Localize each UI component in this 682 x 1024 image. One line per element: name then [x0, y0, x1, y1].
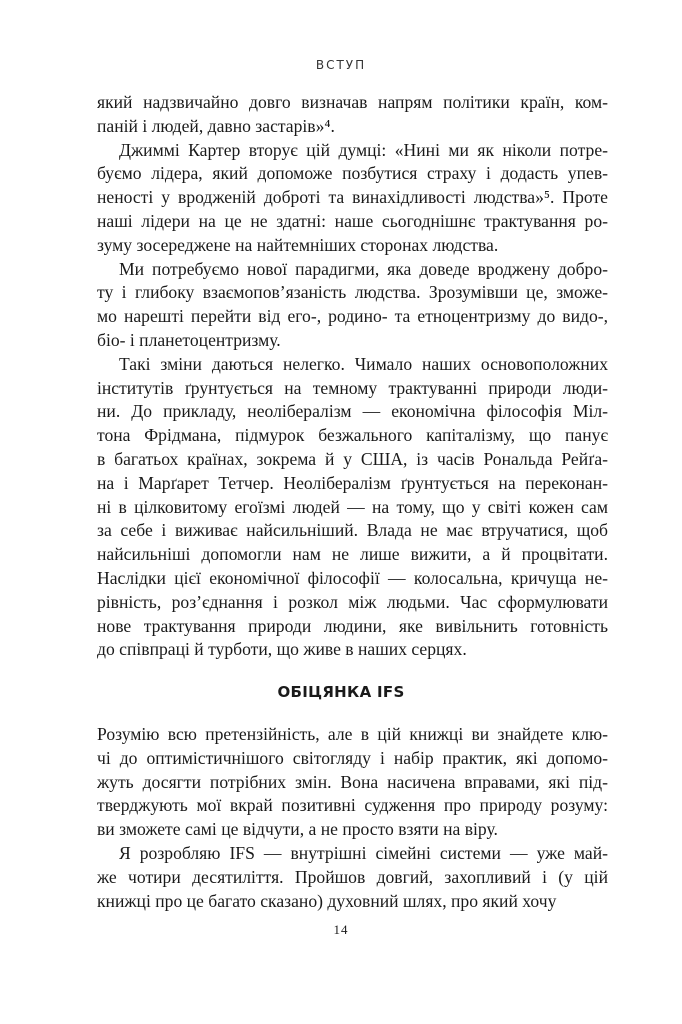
text-line: рівність, роз’єднання і розкол між людьми. Час сформулювати: [97, 591, 608, 612]
text-line: жуть досягти потрібних змін. Вона насичена вправами, які під-: [97, 771, 608, 792]
text-line: інститутів ґрунтується на темному трактуванні природи люди-: [97, 377, 608, 398]
text-line: ні в цілковитому егоїзмі людей — на тому, що у світі кожен сам: [97, 496, 608, 517]
text-line: тона Фрідмана, підмурок безжального капіталізму, що панує: [97, 425, 608, 446]
text-line: тверджують мої вкрай позитивні судження про природу розуму:: [97, 795, 608, 816]
text-line: ви зможете самі це відчути, а не просто взяти на віру.: [97, 819, 498, 840]
text-line: нове трактування природи людини, яке вивільнить готовність: [97, 615, 608, 636]
text-line: найсильніші допомогли нам не лише вижити, а й процвітати.: [97, 544, 608, 565]
running-header: ВСТУП: [315, 58, 367, 72]
text-line: книжці про це багато сказано) духовний шлях, про який хочу: [97, 890, 557, 911]
paragraph: [97, 723, 608, 842]
text-line: Розумію всю претензійність, але в цій книжці ви знайдете клю-: [97, 724, 608, 744]
text-line: біо- і планетоцентризму.: [97, 329, 281, 350]
text-line: ни. До прикладу, неолібералізм — економічна філософія Міл-: [97, 401, 608, 422]
text-line: неності у вродженій доброті та винахідливості людства»⁵. Проте: [97, 187, 608, 208]
paragraph: [97, 258, 608, 353]
text-line: до співпраці й турботи, що живе в наших серцях.: [97, 639, 467, 660]
paragraph: [97, 353, 608, 662]
text-line: мо нарешті перейти від его-, родино- та етноцентризму до видо-,: [97, 306, 608, 327]
text-line: же чотири десятиліття. Пройшов довгий, захопливий і (у цій: [97, 866, 608, 887]
paragraph: [97, 842, 608, 913]
page-number: 14: [333, 922, 349, 937]
text-line: Ми потребуємо нової парадигми, яка доведе вроджену добро-: [119, 258, 608, 279]
paragraph: [97, 139, 608, 258]
text-line: який надзвичайно довго визначав напрям політики країн, ком-: [97, 92, 608, 112]
text-line: Наслідки цієї економічної філософії — колосальна, кричуща не-: [97, 567, 608, 588]
body-text-section-2: [97, 723, 608, 913]
text-line: зуму зосереджене на найтемніших сторонах людства.: [97, 234, 499, 255]
text-line: ту і глибоку взаємопов’язаність людства. Зрозумівши це, зможе-: [97, 282, 608, 303]
text-line: Такі зміни даються нелегко. Чимало наших основоположних: [119, 353, 608, 374]
text-line: на і Марґарет Тетчер. Неолібералізм ґрунтується на переконан-: [97, 472, 608, 493]
body-text-section-1: [97, 91, 608, 662]
text-line: за себе і виживає найсильніший. Влада не має втручатися, щоб: [97, 520, 608, 541]
text-line: Джиммі Картер вторує цій думці: «Нині ми як ніколи потре-: [119, 139, 608, 160]
section-heading: ОБІЦЯНКА IFS: [277, 683, 405, 701]
text-line: чі до оптимістичнішого світогляду і набір практик, які допомо-: [97, 747, 608, 768]
paragraph: [97, 91, 608, 139]
text-line: наші лідери на це не здатні: наше сьогоднішнє трактування ро-: [97, 210, 608, 231]
text-line: буємо лідера, який допоможе позбутися страху і додасть упев-: [97, 163, 608, 184]
text-line: в багатьох країнах, зокрема й у США, із часів Рональда Рейґа-: [97, 448, 608, 469]
text-line: паній і людей, давно застарів»⁴.: [97, 115, 335, 136]
text-line: Я розробляю IFS — внутрішні сімейні системи — уже май-: [119, 842, 608, 863]
